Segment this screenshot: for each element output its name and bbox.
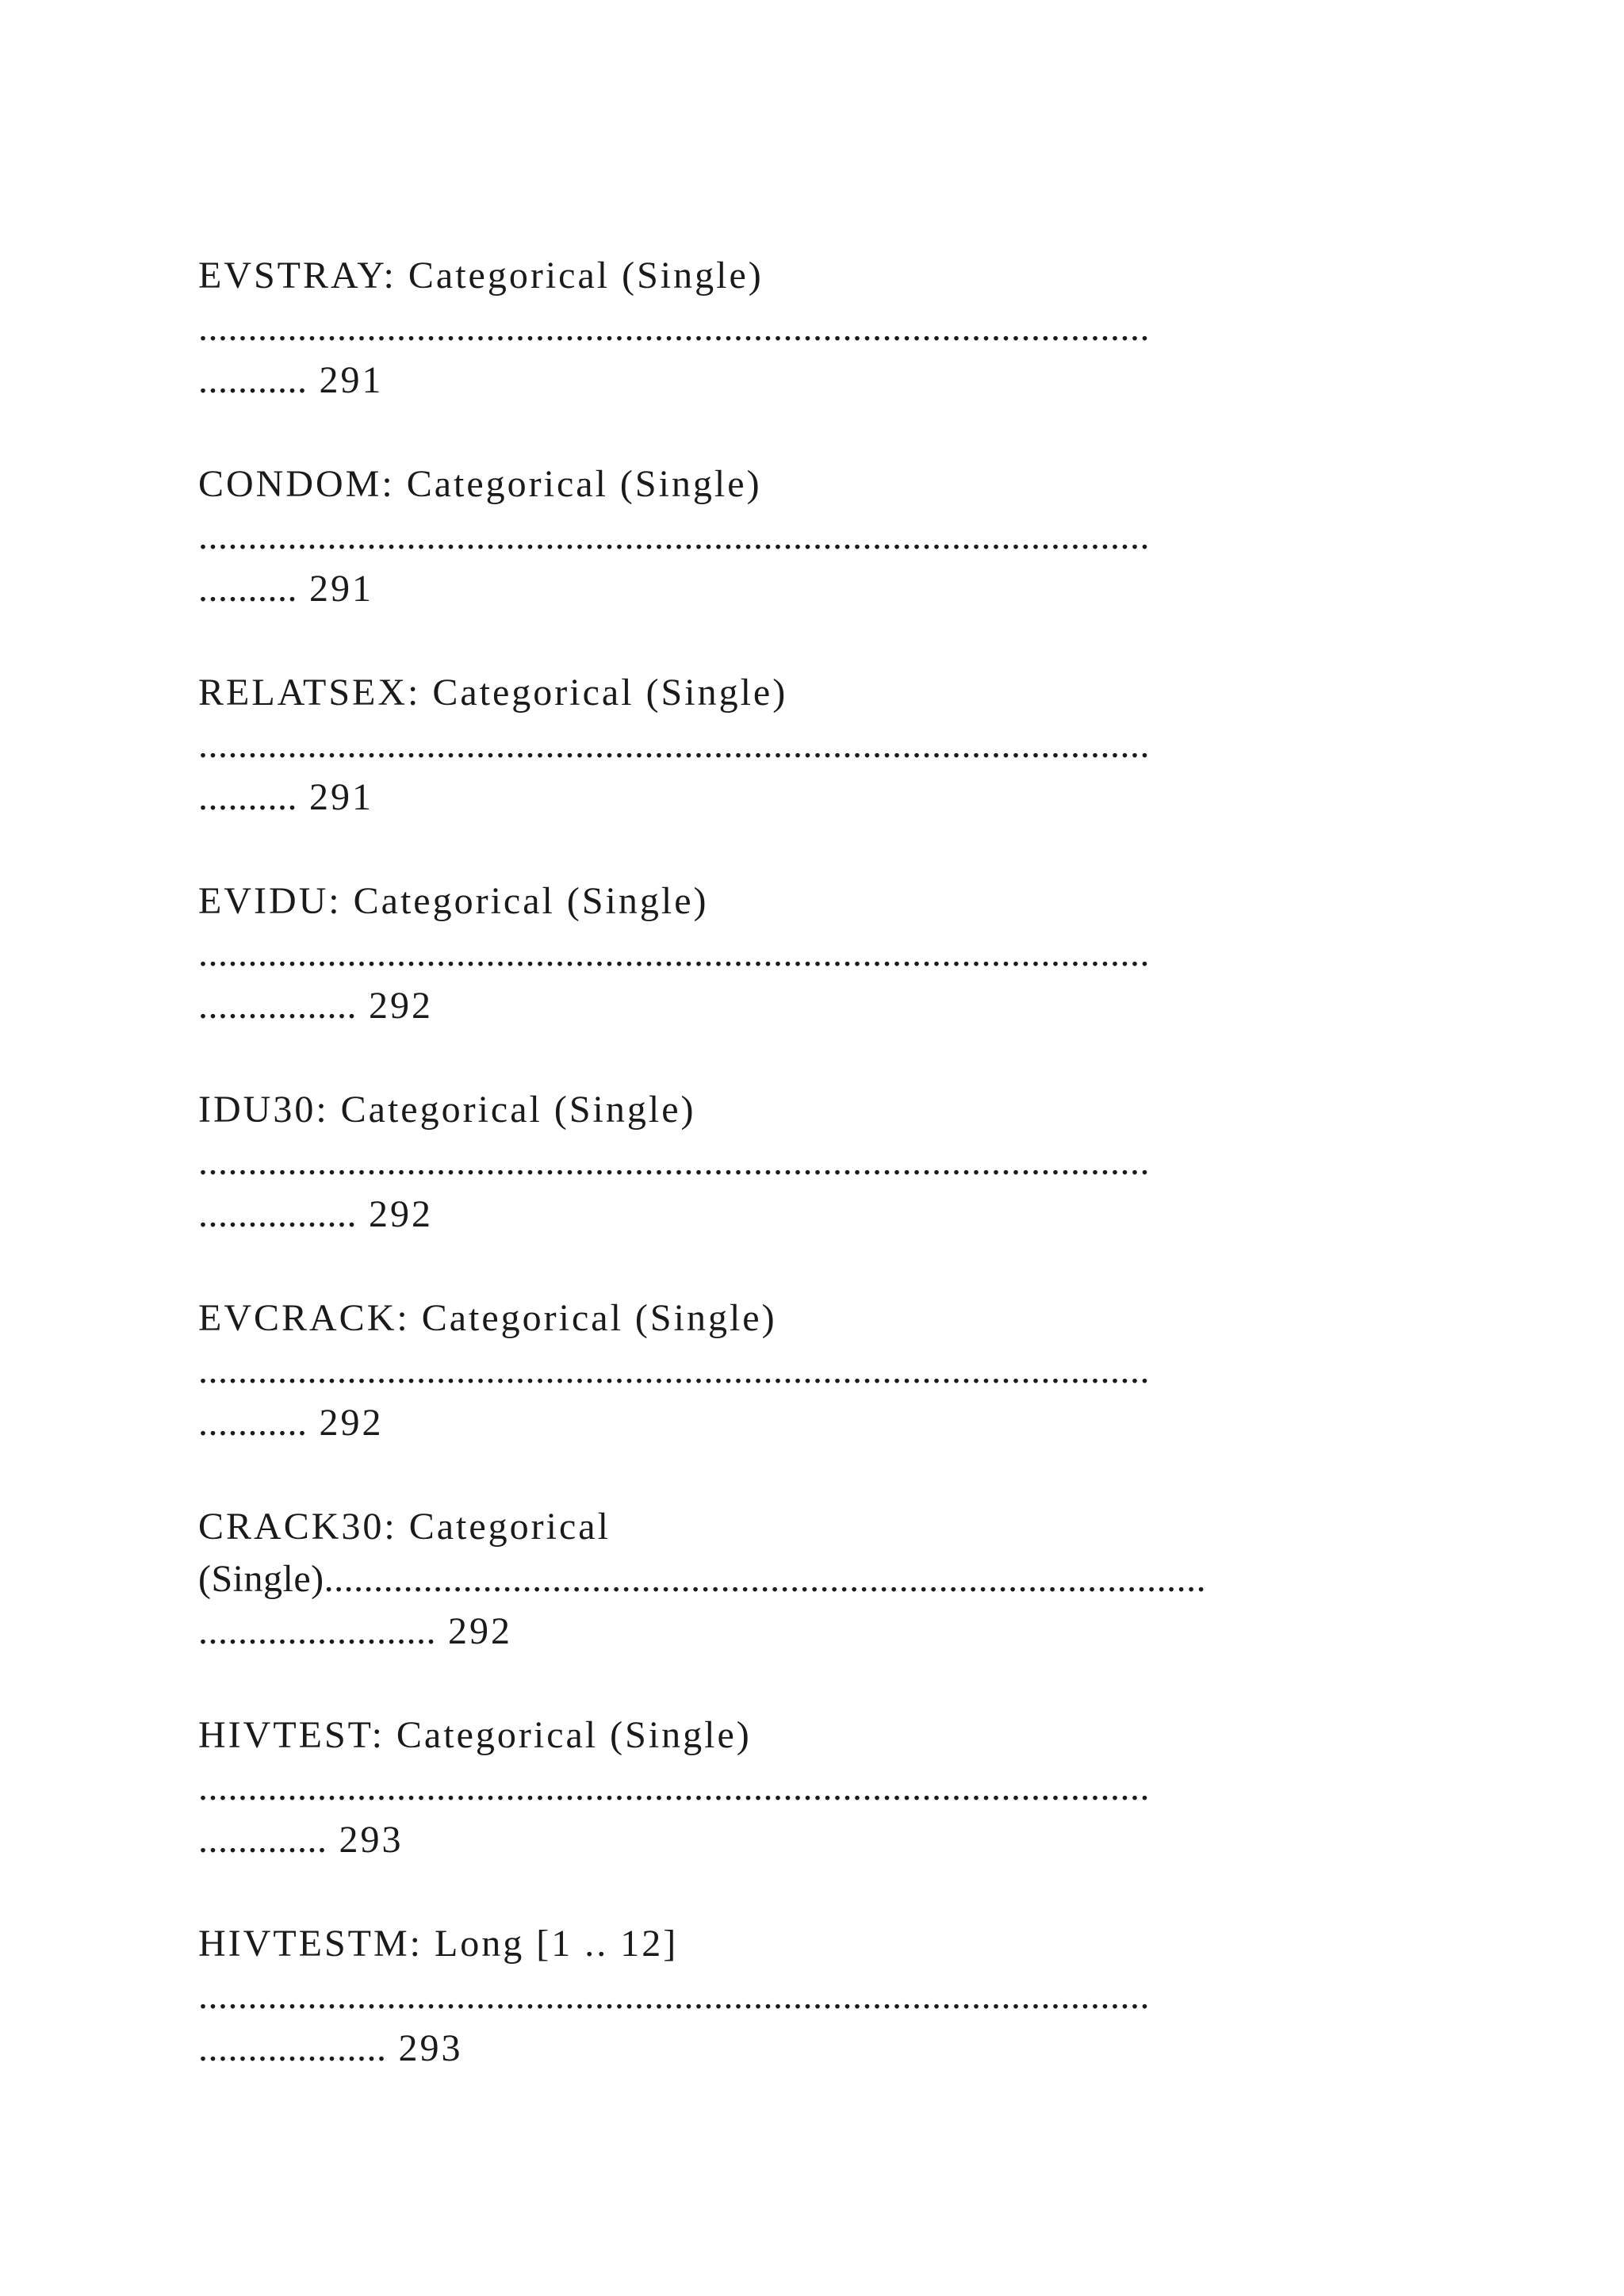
toc-page-line	[198, 1397, 1435, 1449]
toc-page-line	[198, 354, 1435, 407]
toc-leader-line: ................................................................................................	[198, 1349, 1150, 1391]
toc-entry-evidu[interactable]	[198, 875, 1435, 1032]
toc-entry-hivtestm[interactable]	[198, 1918, 1435, 2075]
toc-leader-line: ................................................................................................	[198, 307, 1150, 349]
toc-entry-idu30[interactable]	[198, 1084, 1435, 1241]
toc-leader-dots: ...........	[198, 359, 308, 401]
toc-leader-line: ................................................................................................	[198, 1141, 1150, 1183]
toc-entry-title: IDU30: Categorical (Single)	[198, 1089, 696, 1131]
toc-page-line	[198, 563, 1435, 615]
toc-page-line	[198, 771, 1435, 824]
toc-entry-title: CONDOM: Categorical (Single)	[198, 463, 762, 505]
toc-leader-dots: ................	[198, 985, 357, 1027]
toc-entry-title: HIVTEST: Categorical (Single)	[198, 1714, 752, 1756]
toc-entry-title: HIVTESTM: Long [1 .. 12]	[198, 1923, 679, 1965]
toc-page-number: 291	[309, 776, 373, 818]
toc-leader-dots: ..........	[198, 776, 297, 818]
toc-page-number: 292	[319, 1402, 384, 1444]
toc-leader-dots: ...................	[198, 2027, 387, 2069]
toc-page-line	[198, 2022, 1435, 2075]
toc-entry-hivtest[interactable]	[198, 1709, 1435, 1866]
toc-entry-title: CRACK30: Categorical	[198, 1506, 611, 1548]
toc-leader-dots: ................	[198, 1193, 357, 1235]
toc-entry-crack30[interactable]	[198, 1501, 1435, 1658]
toc-entry-condom[interactable]	[198, 458, 1435, 615]
toc-page-number: 292	[369, 1193, 433, 1235]
toc-leader-dots: ........................	[198, 1610, 436, 1652]
toc-page-line	[198, 980, 1435, 1032]
toc-page-line	[198, 1605, 1435, 1658]
toc-page-line	[198, 1188, 1435, 1241]
toc-leader-line: ................................................................................................	[198, 515, 1150, 557]
toc-page-line	[198, 1814, 1435, 1866]
toc-page-number: 292	[369, 985, 433, 1027]
toc-entry-evstray[interactable]	[198, 250, 1435, 407]
toc-page-number: 292	[448, 1610, 512, 1652]
toc-entry-title: EVSTRAY: Categorical (Single)	[198, 254, 764, 297]
toc-page-number: 291	[319, 359, 384, 401]
toc-leader-line: (Single).........................................................................................	[198, 1558, 1207, 1600]
toc-entry-title: EVCRACK: Categorical (Single)	[198, 1297, 777, 1339]
toc-leader-line: ................................................................................................	[198, 932, 1150, 974]
toc-leader-dots: .............	[198, 1819, 327, 1861]
toc-leader-dots: ...........	[198, 1402, 308, 1444]
toc-leader-dots: ..........	[198, 568, 297, 610]
toc-page-number: 293	[398, 2027, 463, 2069]
toc-entry-evcrack[interactable]	[198, 1292, 1435, 1449]
toc-leader-line: ................................................................................................	[198, 1975, 1150, 2017]
toc-entry-title: RELATSEX: Categorical (Single)	[198, 672, 788, 714]
toc-leader-line: ................................................................................................	[198, 724, 1150, 766]
toc-page-number: 291	[309, 568, 373, 610]
toc-entry-relatsex[interactable]	[198, 667, 1435, 824]
toc-leader-line: ................................................................................................	[198, 1766, 1150, 1808]
toc-entry-title: EVIDU: Categorical (Single)	[198, 880, 709, 922]
toc-page-number: 293	[339, 1819, 404, 1861]
